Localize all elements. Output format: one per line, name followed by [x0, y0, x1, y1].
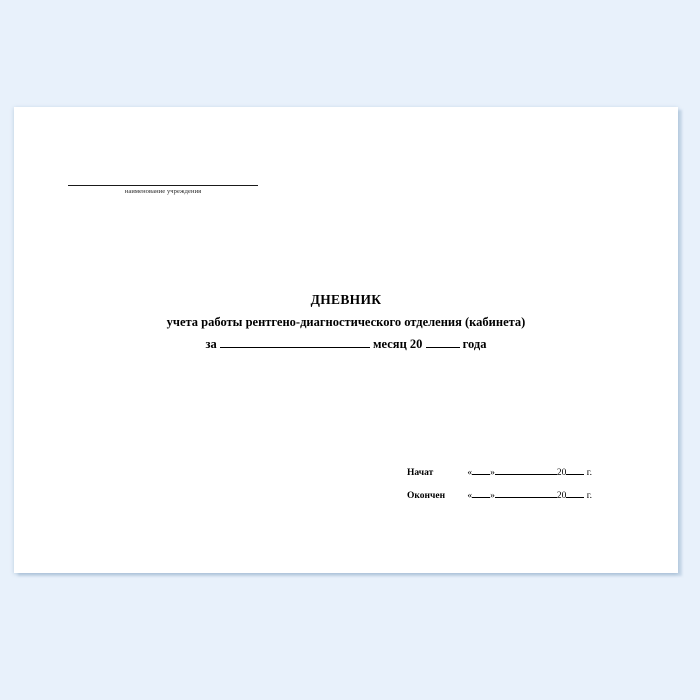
period-line: [14, 334, 678, 354]
start-date-label: Начат: [407, 468, 434, 478]
period-prefix: за: [205, 337, 217, 351]
period-middle: месяц 20: [373, 337, 423, 351]
dates-block: [407, 462, 592, 508]
end-year-suffix: г.: [586, 491, 592, 501]
institution-caption: наименование учреждения: [124, 188, 202, 195]
institution-block: [68, 185, 258, 196]
end-month-blank: [495, 497, 557, 498]
start-year-suffix: г.: [586, 468, 592, 478]
end-quote-open: «: [467, 491, 473, 501]
start-year-blank: [566, 474, 584, 475]
end-year-blank: [566, 497, 584, 498]
document-page: [14, 107, 678, 573]
page-subtitle: учета работы рентгено-диагностического отделения (кабинета): [166, 315, 526, 329]
page-inner: [14, 107, 678, 573]
title-block: [14, 290, 678, 354]
start-quote-close: »: [490, 468, 495, 478]
year-blank: [426, 347, 460, 348]
start-month-blank: [495, 474, 557, 475]
start-day-blank: [472, 474, 490, 475]
start-date-row: [407, 462, 592, 485]
page-title: ДНЕВНИК: [310, 292, 382, 307]
end-year-prefix: 20: [556, 491, 567, 501]
start-year-prefix: 20: [556, 468, 567, 478]
end-day-blank: [472, 497, 490, 498]
end-quote-close: »: [490, 491, 495, 501]
end-date-label: Окончен: [407, 491, 446, 501]
institution-blank-line: [68, 185, 258, 186]
period-suffix: года: [462, 337, 487, 351]
end-date-row: [407, 485, 592, 508]
month-blank: [220, 347, 370, 348]
start-quote-open: «: [467, 468, 473, 478]
